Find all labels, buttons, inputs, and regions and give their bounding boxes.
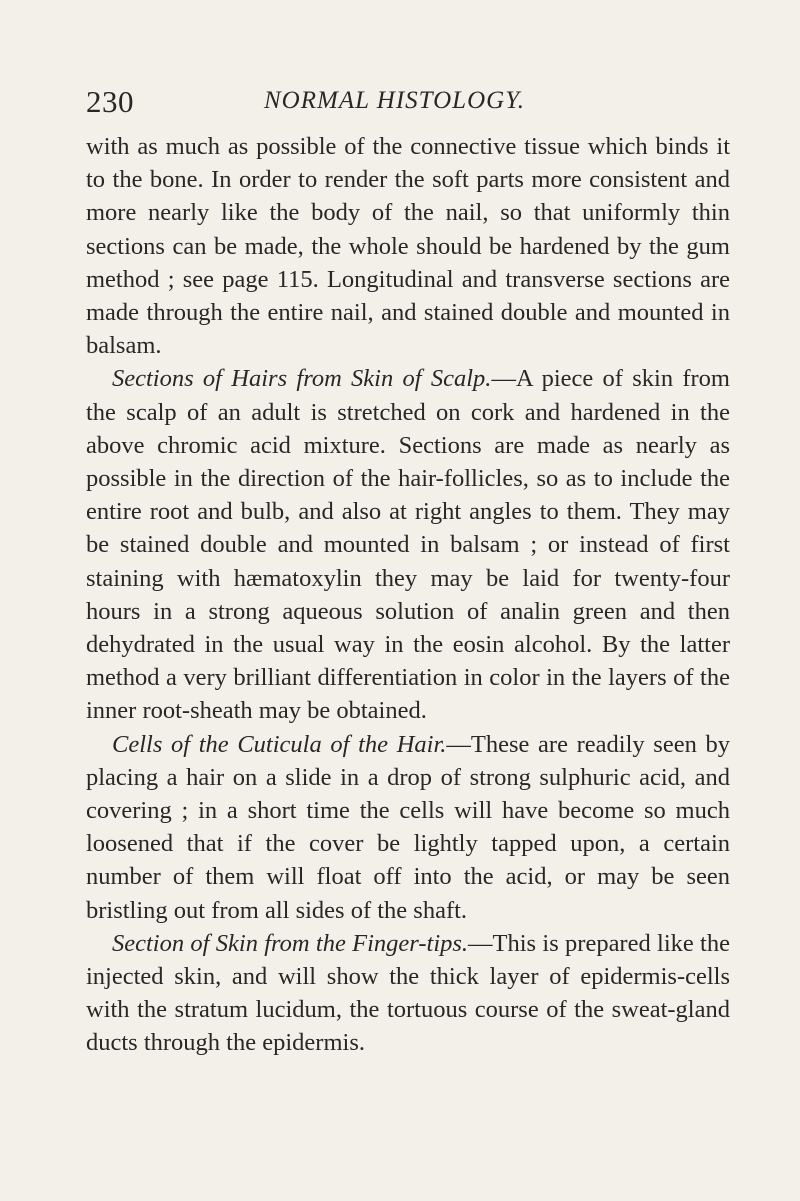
section-title: Cells of the Cuticula of the Hair. bbox=[112, 730, 447, 758]
paragraph-cuticula-cells bbox=[86, 728, 730, 927]
paragraph-finger-tips bbox=[86, 927, 730, 1060]
paragraph-hairs-scalp bbox=[86, 362, 730, 727]
paragraph-nail-continued bbox=[86, 130, 730, 362]
running-head bbox=[86, 84, 726, 124]
running-title: NORMAL HISTOLOGY. bbox=[264, 87, 526, 114]
body-text bbox=[86, 130, 730, 1060]
paragraph-text: with as much as possible of the connective tissue which binds it to the bone. In order to render the soft parts more consistent and more nearly like the body of the nail, so that uniformly thin sections can be made, the whole should be hardened by the gum method ; see page 115. Longitudinal and transverse sections are made through the entire nail, and stained double and mounted in balsam. bbox=[86, 133, 730, 360]
section-title: Sections of Hairs from Skin of Scalp. bbox=[112, 365, 492, 393]
paragraph-text: —This is prepared like the injected skin, and will show the thick layer of epidermis-cells with the stratum lucidum, the tortuous course of the sweat-gland ducts through the epidermis. bbox=[86, 929, 730, 1057]
section-title: Section of Skin from the Finger-tips. bbox=[112, 929, 469, 957]
paragraph-text: —A piece of skin from the scalp of an adult is stretched on cork and hardened in the above chromic acid mixture. Sections are made as nearly as possible in the direction of the hair-follicles, so as to include the entire root and bulb, and also at right angles to them. They may be stained double and mounted in balsam ; or instead of first staining with hæmatoxylin they may be laid for twenty-four hours in a strong aqueous solution of analin green and then dehydrated in the usual way in the eosin alcohol. By the latter method a very brilliant differentiation in color in the layers of the inner root-sheath may be obtained. bbox=[86, 365, 730, 725]
page-number: 230 bbox=[86, 84, 134, 119]
paragraph-text: —These are readily seen by placing a hair on a slide in a drop of strong sulphuric acid, and covering ; in a short time the cells will have become so much loosened that if the cover be lightly tapped upon, a certain number of them will float off into the acid, or may be seen bristling out from all sides of the shaft. bbox=[86, 730, 730, 924]
